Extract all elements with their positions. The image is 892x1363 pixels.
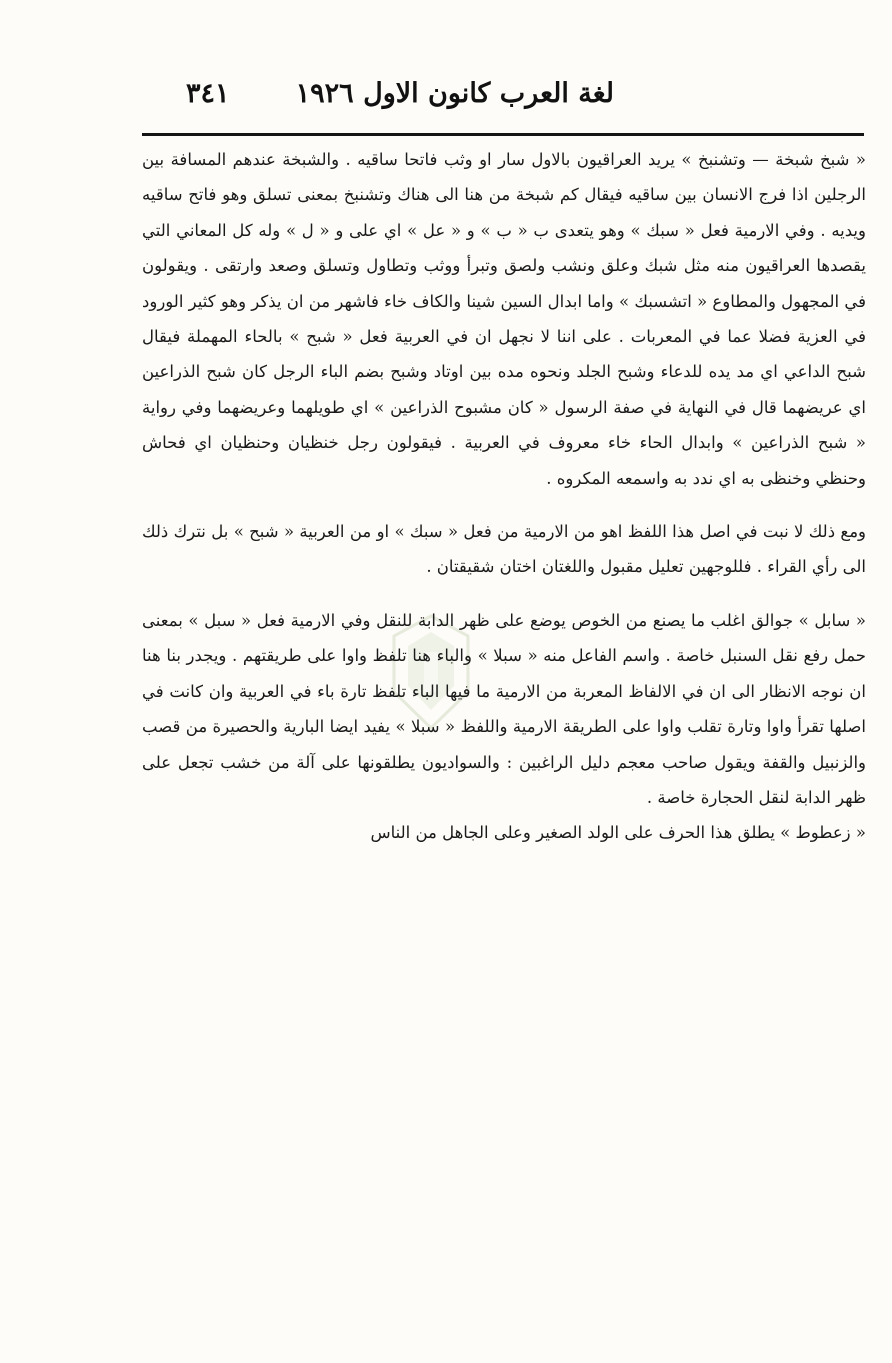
- running-title: لغة العرب كانون الاول ١٩٢٦: [295, 78, 614, 109]
- header-rule: [142, 133, 864, 136]
- page-number: ٣٤١: [186, 78, 230, 109]
- paragraph-zatut: « زعطوط » يطلق هذا الحرف على الولد الصغير وعلى الجاهل من الناس: [370, 823, 866, 843]
- paragraph-sabil: « سابل » جوالق اغلب ما يصنع من الخوص يوضع على ظهر الدابة للنقل وفي الارمية فعل « سبل » بمعنى حمل رفع نقل السنبل خاصة . واسم الفاعل منه « سبلا » والباء هنا تلفظ واوا على طريقتهم . ويجدر بنا هنا ان نوجه الانظار الى ان في الالفاظ المعربة من الارمية ما فيها الباء تلفظ تارة باء في العربية وان كانت في اصلها تقرأ واوا وتارة تقلب واوا على الطريقة الارمية واللفظ « سبلا » يفيد ايضا البارية والحصيرة من قصب والزنبيل والقفة ويقول صاحب معجم دليل الراغبين : والسواديون يطلقونها على آلة من خشب تجعل على ظهر الدابة لنقل الحجارة خاصة .: [142, 610, 866, 807]
- paragraph-shabkha: « شبخ شبخة — وتشنبخ » يريد العراقيون بالاول سار او وثب فاتحا ساقيه . والشبخة عندهم المسافة بين الرجلين اذا فرج الانسان بين ساقيه فيقال كم شبخة من هنا الى هناك وتشنبخ بمعنى تسلق وهو فاتح ساقيه ويديه . وفي الارمية فعل « سبك » وهو يتعدى ب « ب » و « عل » اي على و « ل » وله كل المعاني التي يقصدها العراقيون منه مثل شبك وعلق ونشب ولصق وتبرأ ووثب وتطاول وتسلق وصعد وارتقى . ويقولون في المجهول والمطاوع « اتشسبك » واما ابدال السين شينا والكاف خاء فاشهر من ان يذكر وهو كثير الورود في العزية فضلا عما في المعربات . على اننا لا نجهل ان في العربية فعل « شبح » بالحاء المهملة فيقال شبح الداعي اي مد يده للدعاء وشبح الجلد ونحوه مده بين اوتاد وشبح بضم الباء الرجل كان شبح الذراعين اي عريضهما قال في النهاية في صفة الرسول « كان مشبوح الذراعين » اي طويلهما وعريضهما وفي رواية « شبح الذراعين » وابدال الحاء خاء معروف في العربية . فيقولون رجل خنظيان وحنظيان اي فحاش وحنظي وخنظى به اي ندد به واسمعه المكروه .: [142, 150, 867, 488]
- page-header: [150, 78, 870, 122]
- paragraph-conclusion: ومع ذلك لا نبت في اصل هذا اللفظ اهو من الارمية من فعل « سبك » او من العربية « شبح » بل نترك ذلك الى رأي القراء . فللوجهين تعليل مقبول واللغتان اختان شقيقتان .: [142, 522, 866, 577]
- article-body: [142, 142, 866, 851]
